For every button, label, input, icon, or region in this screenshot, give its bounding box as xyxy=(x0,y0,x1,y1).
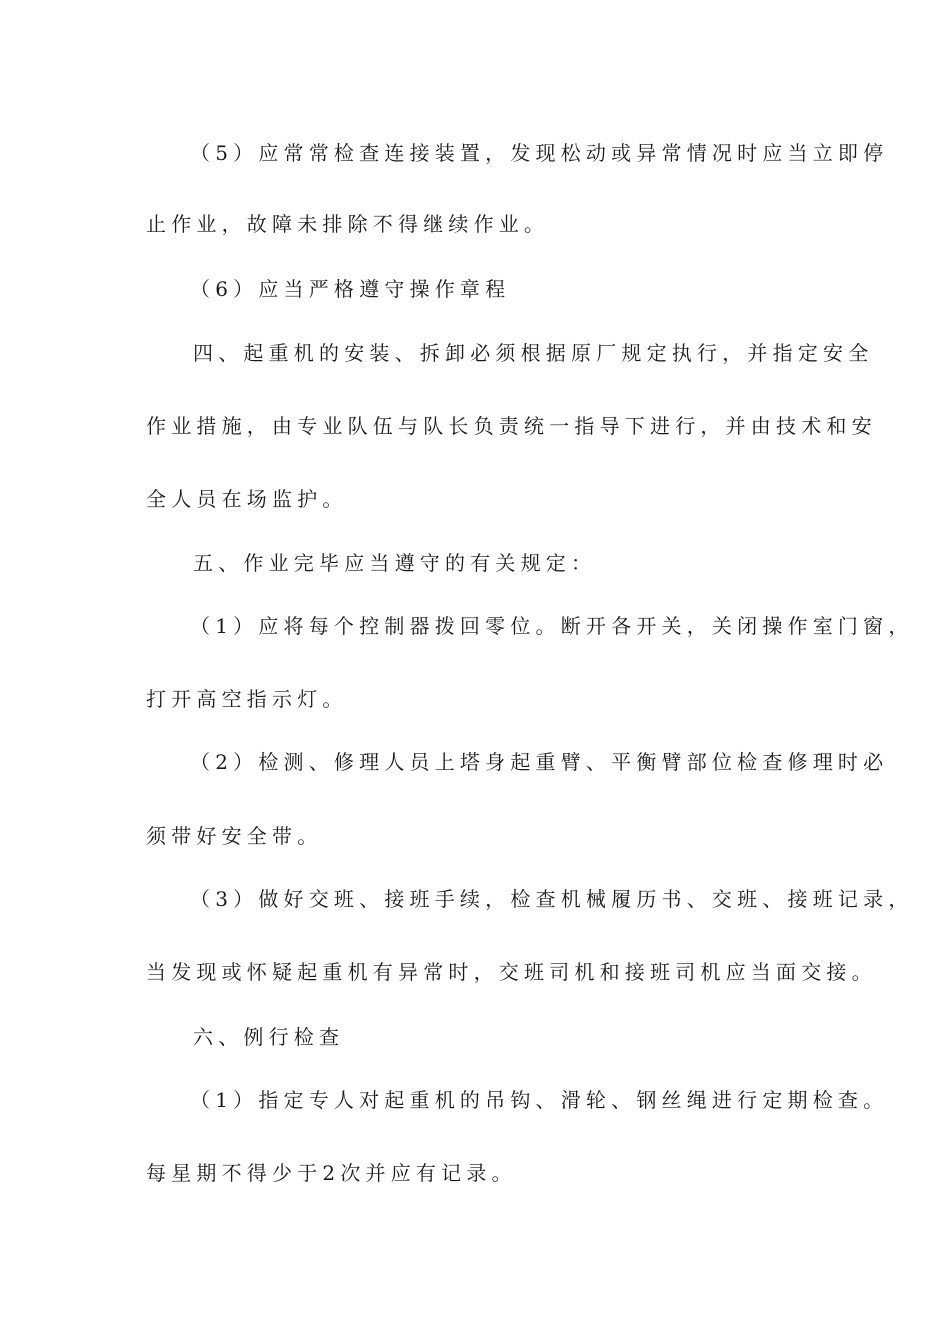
paragraph-line: 须带好安全带。 xyxy=(146,824,323,848)
section-heading-line: 四、起重机的安装、拆卸必须根据原厂规定执行，并指定安全 xyxy=(193,341,874,365)
paragraph-line: 当发现或怀疑起重机有异常时，交班司机和接班司机应当面交接。 xyxy=(146,960,877,984)
paragraph-line: （5）应常常检查连接装置，发现松动或异常情况时应当立即停 xyxy=(190,141,889,165)
paragraph-line: （3）做好交班、接班手续，检查机械履历书、交班、接班记录， xyxy=(190,887,914,911)
paragraph-line: 打开高空指示灯。 xyxy=(146,687,348,711)
paragraph-line: 止作业，故障未排除不得继续作业。 xyxy=(146,212,550,236)
section-heading-line: 五、作业完毕应当遵守的有关规定： xyxy=(193,551,597,575)
paragraph-line: （2）检测、修理人员上塔身起重臂、平衡臂部位检查修理时必 xyxy=(190,750,889,774)
paragraph-line: 全人员在场监护。 xyxy=(146,487,348,511)
paragraph-line: （1）应将每个控制器拨回零位。断开各开关，关闭操作室门窗， xyxy=(190,614,914,638)
section-heading-line: 六、例行检查 xyxy=(193,1025,345,1049)
paragraph-line: （1）指定专人对起重机的吊钩、滑轮、钢丝绳进行定期检查。 xyxy=(190,1088,889,1112)
paragraph-line: 作业措施，由专业队伍与队长负责统一指导下进行，并由技术和安 xyxy=(146,414,877,438)
paragraph-line: （6）应当严格遵守操作章程 xyxy=(190,277,511,301)
paragraph-line: 每星期不得少于2次并应有记录。 xyxy=(146,1161,517,1185)
